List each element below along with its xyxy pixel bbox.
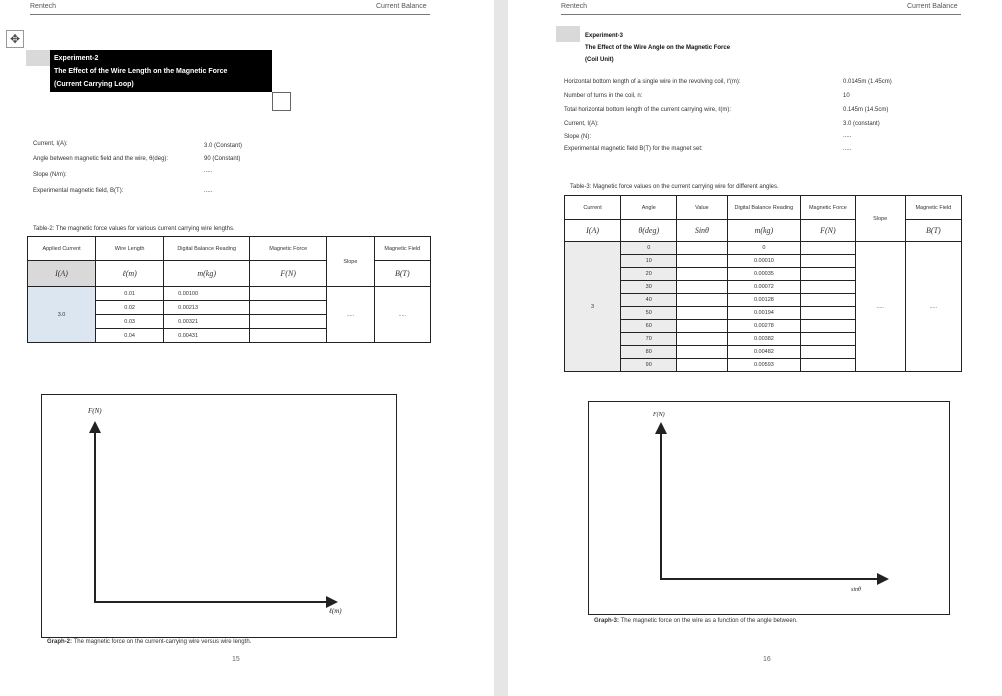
param-value-field: ..... xyxy=(843,146,852,152)
title-shade xyxy=(556,26,580,42)
param-label-turns: Number of turns in the coil, n: xyxy=(564,93,643,99)
graph-3-x-label: sinθ xyxy=(851,587,861,593)
graph-2-caption xyxy=(47,639,251,645)
graph-3-frame xyxy=(588,401,950,615)
cell-current: 3.0 xyxy=(28,287,96,343)
table-2 xyxy=(27,236,431,343)
th-value: Value xyxy=(677,196,727,220)
cell-force xyxy=(801,281,855,294)
param-label-current: Current, I(A): xyxy=(33,141,68,147)
cell-slope: ..... xyxy=(327,287,374,343)
cell-current: 3 xyxy=(565,242,621,372)
cell-angle: 20 xyxy=(621,268,677,281)
unit-current: I(A) xyxy=(28,261,96,287)
param-value-slope: ..... xyxy=(204,168,213,174)
cell-sin xyxy=(677,268,727,281)
cell-angle: 30 xyxy=(621,281,677,294)
cell-angle: 90 xyxy=(621,359,677,372)
cell-reading: 0.00593 xyxy=(727,359,801,372)
cell-angle: 10 xyxy=(621,255,677,268)
th-slope: Slope xyxy=(327,237,374,287)
cell-force xyxy=(801,333,855,346)
th-magnetic-field: Magnetic Field xyxy=(905,196,961,220)
cell-sin xyxy=(677,242,727,255)
graph-3-axes xyxy=(589,402,949,614)
th-balance-reading: Digital Balance Reading xyxy=(164,237,250,261)
cell-sin xyxy=(677,320,727,333)
cell-force xyxy=(250,329,327,343)
th-magnetic-force: Magnetic Force xyxy=(250,237,327,261)
graph-3-caption-label: Graph-3: xyxy=(594,618,620,624)
unit-field: B(T) xyxy=(905,220,961,242)
title-shade xyxy=(26,50,50,66)
cell-reading: 0.00194 xyxy=(727,307,801,320)
param-value-field: ..... xyxy=(204,188,213,194)
page-number: 15 xyxy=(232,656,240,663)
cell-length: 0.02 xyxy=(96,301,164,315)
cell-reading: 0.00010 xyxy=(727,255,801,268)
unit-mass: m(kg) xyxy=(164,261,250,287)
unit-force: F(N) xyxy=(801,220,855,242)
param-label-total-length: Total horizontal bottom length of the current carrying wire, ℓ(m): xyxy=(564,107,732,113)
param-value-total-length: 0.145m (14.5cm) xyxy=(843,107,889,113)
page-15 xyxy=(0,0,494,696)
cell-sin xyxy=(677,346,727,359)
cell-field: ..... xyxy=(905,242,961,372)
unit-field: B(T) xyxy=(374,261,430,287)
cell-reading: 0.00321 xyxy=(164,315,250,329)
experiment-title-block xyxy=(50,50,272,92)
cell-force xyxy=(801,255,855,268)
th-angle: Angle xyxy=(621,196,677,220)
header-left: Rentech xyxy=(30,3,57,10)
unit-sin: Sinθ xyxy=(677,220,727,242)
graph-3-y-label: F(N) xyxy=(653,412,665,418)
header-rule xyxy=(561,14,961,15)
param-value-current: 3.0 (Constant) xyxy=(204,143,243,149)
cell-reading: 0.00431 xyxy=(164,329,250,343)
cell-force xyxy=(250,301,327,315)
experiment-number: Experiment-3 xyxy=(585,33,624,39)
cell-reading: 0.00278 xyxy=(727,320,801,333)
param-label-single-length: Horizontal bottom length of a single wire in the revolving coil, ℓ'(m): xyxy=(564,79,741,85)
cell-reading: 0 xyxy=(727,242,801,255)
unit-length: ℓ(m) xyxy=(96,261,164,287)
unit-force: F(N) xyxy=(250,261,327,287)
cell-angle: 40 xyxy=(621,294,677,307)
header-left: Rentech xyxy=(561,3,588,10)
cell-angle: 50 xyxy=(621,307,677,320)
param-value-turns: 10 xyxy=(843,93,850,99)
experiment-subtitle: (Current Carrying Loop) xyxy=(54,81,134,88)
cell-sin xyxy=(677,255,727,268)
cell-reading: 0.00100 xyxy=(164,287,250,301)
table-row xyxy=(565,242,962,255)
param-label-slope: Slope (N/m): xyxy=(33,172,67,178)
cell-force xyxy=(250,315,327,329)
cell-sin xyxy=(677,307,727,320)
unit-angle: θ(deg) xyxy=(621,220,677,242)
cell-reading: 0.00072 xyxy=(727,281,801,294)
cell-length: 0.04 xyxy=(96,329,164,343)
header-right: Current Balance xyxy=(376,3,427,10)
graph-2-x-label: ℓ(m) xyxy=(329,607,342,615)
table-2-caption: Table-2: The magnetic force values for various current carrying wire lengths. xyxy=(33,226,235,232)
table-3 xyxy=(564,195,962,372)
table-3-caption: Table-3: Magnetic force values on the current carrying wire for different angles. xyxy=(570,184,779,190)
param-label-angle: Angle between magnetic field and the wire, θ(deg): xyxy=(33,156,169,162)
page-number: 16 xyxy=(763,656,771,663)
param-label-current: Current, I(A): xyxy=(564,121,599,127)
cell-slope: ..... xyxy=(855,242,905,372)
graph-2-y-label: F(N) xyxy=(88,407,102,415)
cell-length: 0.01 xyxy=(96,287,164,301)
graph-2-caption-text: The magnetic force on the current-carrying wire versus wire length. xyxy=(73,639,252,645)
param-label-slope: Slope (N): xyxy=(564,134,592,140)
th-balance-reading: Digital Balance Reading xyxy=(727,196,801,220)
cell-reading: 0.00128 xyxy=(727,294,801,307)
resize-handle[interactable] xyxy=(272,92,291,111)
cell-force xyxy=(801,294,855,307)
cell-sin xyxy=(677,359,727,372)
cell-reading: 0.00213 xyxy=(164,301,250,315)
cell-force xyxy=(801,320,855,333)
cell-angle: 0 xyxy=(621,242,677,255)
param-label-field: Experimental magnetic field B(T) for the magnet set: xyxy=(564,146,703,152)
param-value-slope: ..... xyxy=(843,133,852,139)
cell-sin xyxy=(677,294,727,307)
unit-current: I(A) xyxy=(565,220,621,242)
table-row xyxy=(28,287,431,301)
cell-force xyxy=(801,307,855,320)
cell-field: ..... xyxy=(374,287,430,343)
th-wire-length: Wire Length xyxy=(96,237,164,261)
page-16 xyxy=(508,0,1002,696)
param-value-single-length: 0.0145m (1.45cm) xyxy=(843,79,892,85)
experiment-title-block xyxy=(585,30,730,66)
th-current: Current xyxy=(565,196,621,220)
cell-sin xyxy=(677,281,727,294)
th-magnetic-field: Magnetic Field xyxy=(374,237,430,261)
table-move-icon[interactable]: ✥ xyxy=(6,30,24,48)
cell-angle: 80 xyxy=(621,346,677,359)
graph-3-caption-text: The magnetic force on the wire as a function of the angle between. xyxy=(620,618,798,624)
experiment-title: The Effect of the Wire Angle on the Magnetic Force xyxy=(585,45,731,51)
cell-reading: 0.00035 xyxy=(727,268,801,281)
cell-angle: 60 xyxy=(621,320,677,333)
cell-force xyxy=(801,268,855,281)
cell-force xyxy=(250,287,327,301)
experiment-subtitle: (Coil Unit) xyxy=(585,57,614,63)
th-magnetic-force: Magnetic Force xyxy=(801,196,855,220)
graph-2-axes xyxy=(42,395,396,637)
page-gutter xyxy=(494,0,508,696)
header-rule xyxy=(30,14,430,15)
th-slope: Slope xyxy=(855,196,905,242)
graph-3-caption xyxy=(594,618,798,624)
cell-force xyxy=(801,346,855,359)
experiment-number: Experiment-2 xyxy=(54,55,99,62)
experiment-title: The Effect of the Wire Length on the Magnetic Force xyxy=(54,68,228,75)
cell-reading: 0.00382 xyxy=(727,333,801,346)
cell-force xyxy=(801,242,855,255)
cell-length: 0.03 xyxy=(96,315,164,329)
cell-angle: 70 xyxy=(621,333,677,346)
graph-2-frame xyxy=(41,394,397,638)
cell-reading: 0.00482 xyxy=(727,346,801,359)
th-applied-current: Applied Current xyxy=(28,237,96,261)
unit-mass: m(kg) xyxy=(727,220,801,242)
param-label-field: Experimental magnetic field, B(T): xyxy=(33,188,124,194)
cell-sin xyxy=(677,333,727,346)
header-right: Current Balance xyxy=(907,3,958,10)
param-value-angle: 90 (Constant) xyxy=(204,156,241,162)
graph-2-caption-label: Graph-2: xyxy=(47,639,73,645)
param-value-current: 3.0 (constant) xyxy=(843,121,880,127)
cell-force xyxy=(801,359,855,372)
